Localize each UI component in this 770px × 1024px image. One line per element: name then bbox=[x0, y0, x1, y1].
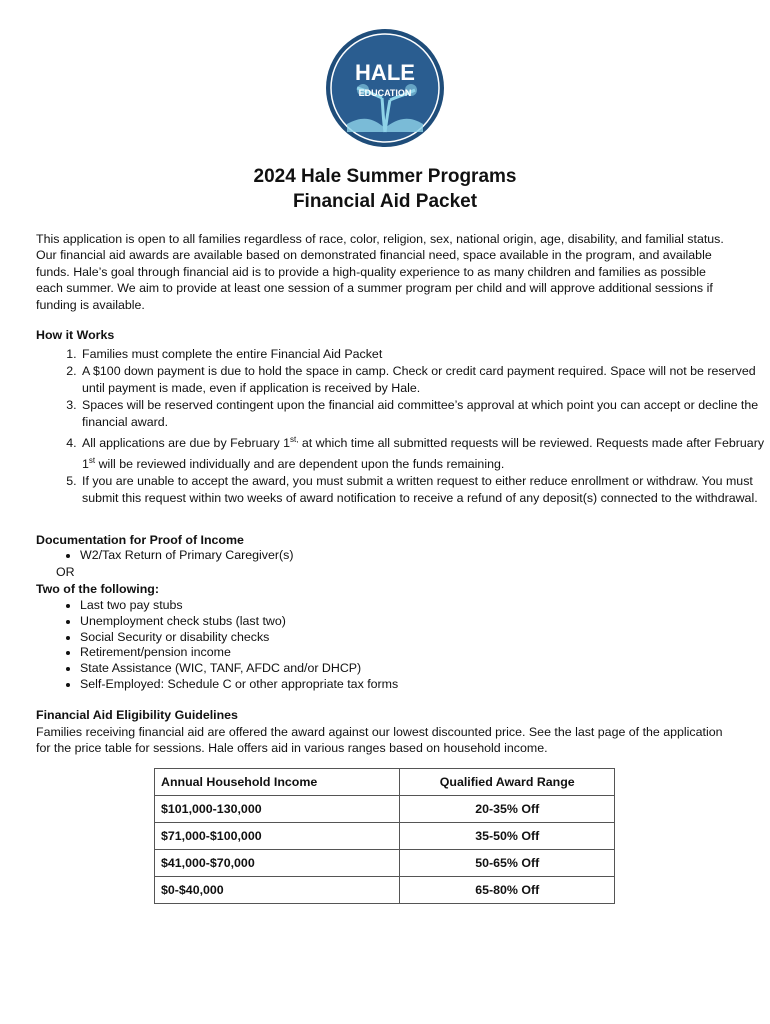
how-it-works-list bbox=[36, 346, 770, 507]
how-it-works-heading: How it Works bbox=[36, 328, 115, 342]
list-item: • Retirement/pension income bbox=[80, 645, 770, 661]
table-header-row bbox=[155, 769, 615, 796]
table-row bbox=[155, 850, 615, 877]
list-item: • Last two pay stubs bbox=[80, 598, 770, 614]
award-table bbox=[154, 768, 615, 904]
eligibility-heading: Financial Aid Eligibility Guidelines bbox=[36, 708, 238, 722]
page-subtitle: Financial Aid Packet bbox=[292, 191, 478, 212]
table-cell: $101,000-130,000 bbox=[155, 796, 400, 823]
list-item: 1. Families must complete the entire Financial Aid Packet bbox=[80, 346, 770, 363]
table-cell: 50-65% Off bbox=[400, 850, 615, 877]
two-of-following-heading: Two of the following: bbox=[36, 582, 159, 596]
list-item: 3. Spaces will be reserved contingent upon the financial aid committee’s approval at which point you can accept or decline the financial award. bbox=[80, 397, 770, 431]
list-item: • State Assistance (WIC, TANF, AFDC and/or DHCP) bbox=[80, 661, 770, 677]
logo-sub: EDUCATION bbox=[358, 88, 412, 98]
table-cell: $41,000-$70,000 bbox=[155, 850, 400, 877]
table-header: Annual Household Income bbox=[155, 769, 400, 796]
intro-paragraph: This application is open to all families regardless of race, color, religion, sex, national origin, age, disability, and familial status. Our financial aid awards are available based on demonstrated financial need, space available in the program, and available funds. Hale’s goal through financial aid is to provide a high-quality experience to as many children and families as possible each summer. We aim to provide at least one session of a summer program per child and will approve additional sessions if funding is available. bbox=[36, 232, 724, 312]
table-header: Qualified Award Range bbox=[400, 769, 615, 796]
documentation-list bbox=[36, 548, 770, 564]
table-row bbox=[155, 796, 615, 823]
table-cell: 20-35% Off bbox=[400, 796, 615, 823]
table-cell: 65-80% Off bbox=[400, 877, 615, 904]
income-proof-list bbox=[36, 598, 770, 693]
list-item: 4. All applications are due by February $1^{st,}$ at which time all submitted requests will be reviewed. Requests made after February 1st will be reviewed individually and are dependent upon the funds remaining. bbox=[80, 431, 770, 473]
table-row bbox=[155, 823, 615, 850]
table-cell: $71,000-$100,000 bbox=[155, 823, 400, 850]
table-cell: $0-$40,000 bbox=[155, 877, 400, 904]
hale-education-logo bbox=[325, 28, 445, 148]
list-item: • Unemployment check stubs (last two) bbox=[80, 614, 770, 630]
eligibility-paragraph: Families receiving financial aid are offered the award against our lowest discounted price. See the last page of the application for the price table for sessions. Hale offers aid in various ranges based on household income. bbox=[36, 725, 723, 755]
documentation-heading: Documentation for Proof of Income bbox=[36, 533, 244, 547]
list-item: 5. If you are unable to accept the award, you must submit a written request to either reduce enrollment or withdraw. You must submit this request within two weeks of award notification to receive a refund of any deposit(s) connected to the withdrawal. bbox=[80, 473, 770, 507]
list-item: • Self-Employed: Schedule C or other appropriate tax forms bbox=[80, 677, 770, 693]
or-separator: OR bbox=[56, 565, 75, 579]
list-item: 2. A $100 down payment is due to hold the space in camp. Check or credit card payment required. Space will not be reserved until payment is made, even if application is received by Hale. bbox=[80, 363, 770, 397]
logo-word: HALE bbox=[355, 60, 415, 85]
table-cell: 35-50% Off bbox=[400, 823, 615, 850]
page-title: 2024 Hale Summer Programs bbox=[253, 166, 517, 187]
list-item: • Social Security or disability checks bbox=[80, 630, 770, 646]
list-item: • W2/Tax Return of Primary Caregiver(s) bbox=[80, 548, 770, 564]
table-row bbox=[155, 877, 615, 904]
